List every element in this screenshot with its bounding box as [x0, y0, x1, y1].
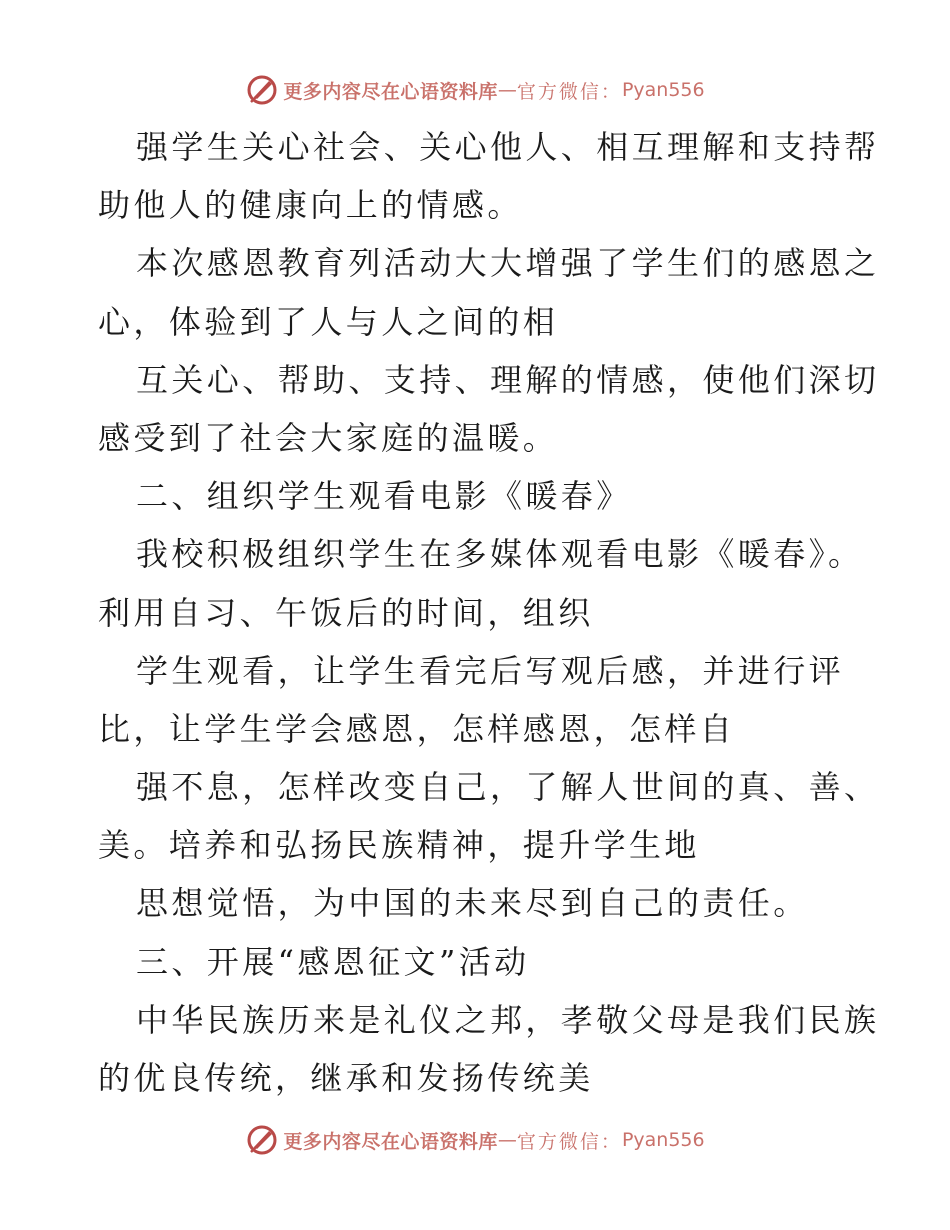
- body-line: 比，让学生学会感恩，怎样感恩，怎样自: [98, 709, 736, 748]
- body-line: 强学生关心社会、关心他人、相互理解和支持帮: [136, 128, 880, 166]
- body-line: 强不息，怎样改变自己，了解人世间的真、善、: [136, 768, 880, 807]
- footer-label: 官方微信：: [516, 1130, 622, 1153]
- header-brand: 更多内容尽在心语资料库: [283, 80, 498, 103]
- footer-separator: —: [497, 1129, 517, 1151]
- header-wechat-id: Pyan556: [621, 79, 705, 101]
- body-line: 助他人的健康向上的情感。: [98, 186, 523, 225]
- section-heading: 三、开展“感恩征文”活动: [136, 942, 530, 981]
- body-line: 本次感恩教育列活动大大增强了学生们的感恩之: [136, 244, 880, 283]
- document-body: [98, 118, 880, 1107]
- body-line: 美。培养和弘扬民族精神，提升学生地: [98, 826, 700, 865]
- footer-wechat-id: Pyan556: [621, 1129, 705, 1151]
- footer-watermark: [0, 1120, 950, 1160]
- header-watermark: [0, 70, 950, 110]
- body-line: 利用自习、午饭后的时间，组织: [98, 593, 594, 632]
- quill-logo-icon: [245, 1123, 279, 1157]
- body-line: 心，体验到了人与人之间的相: [98, 302, 559, 341]
- body-line: 我校积极组织学生在多媒体观看电影《暖春》。: [136, 535, 864, 574]
- body-line: 思想觉悟，为中国的未来尽到自己的责任。: [136, 884, 809, 923]
- body-line: 的优良传统，继承和发扬传统美: [98, 1059, 594, 1097]
- section-heading: 二、组织学生观看电影《暖春》: [136, 477, 632, 516]
- quill-logo-icon: [245, 73, 279, 107]
- body-line: 互关心、帮助、支持、理解的情感，使他们深切: [136, 360, 880, 399]
- body-line: 学生观看，让学生看完后写观后感，并进行评: [136, 651, 845, 690]
- body-line: 中华民族历来是礼仪之邦，孝敬父母是我们民族: [136, 1000, 880, 1039]
- body-line: 感受到了社会大家庭的温暖。: [98, 418, 559, 457]
- header-label: 官方微信：: [516, 80, 622, 103]
- header-separator: —: [497, 79, 517, 101]
- footer-brand: 更多内容尽在心语资料库: [283, 1130, 498, 1153]
